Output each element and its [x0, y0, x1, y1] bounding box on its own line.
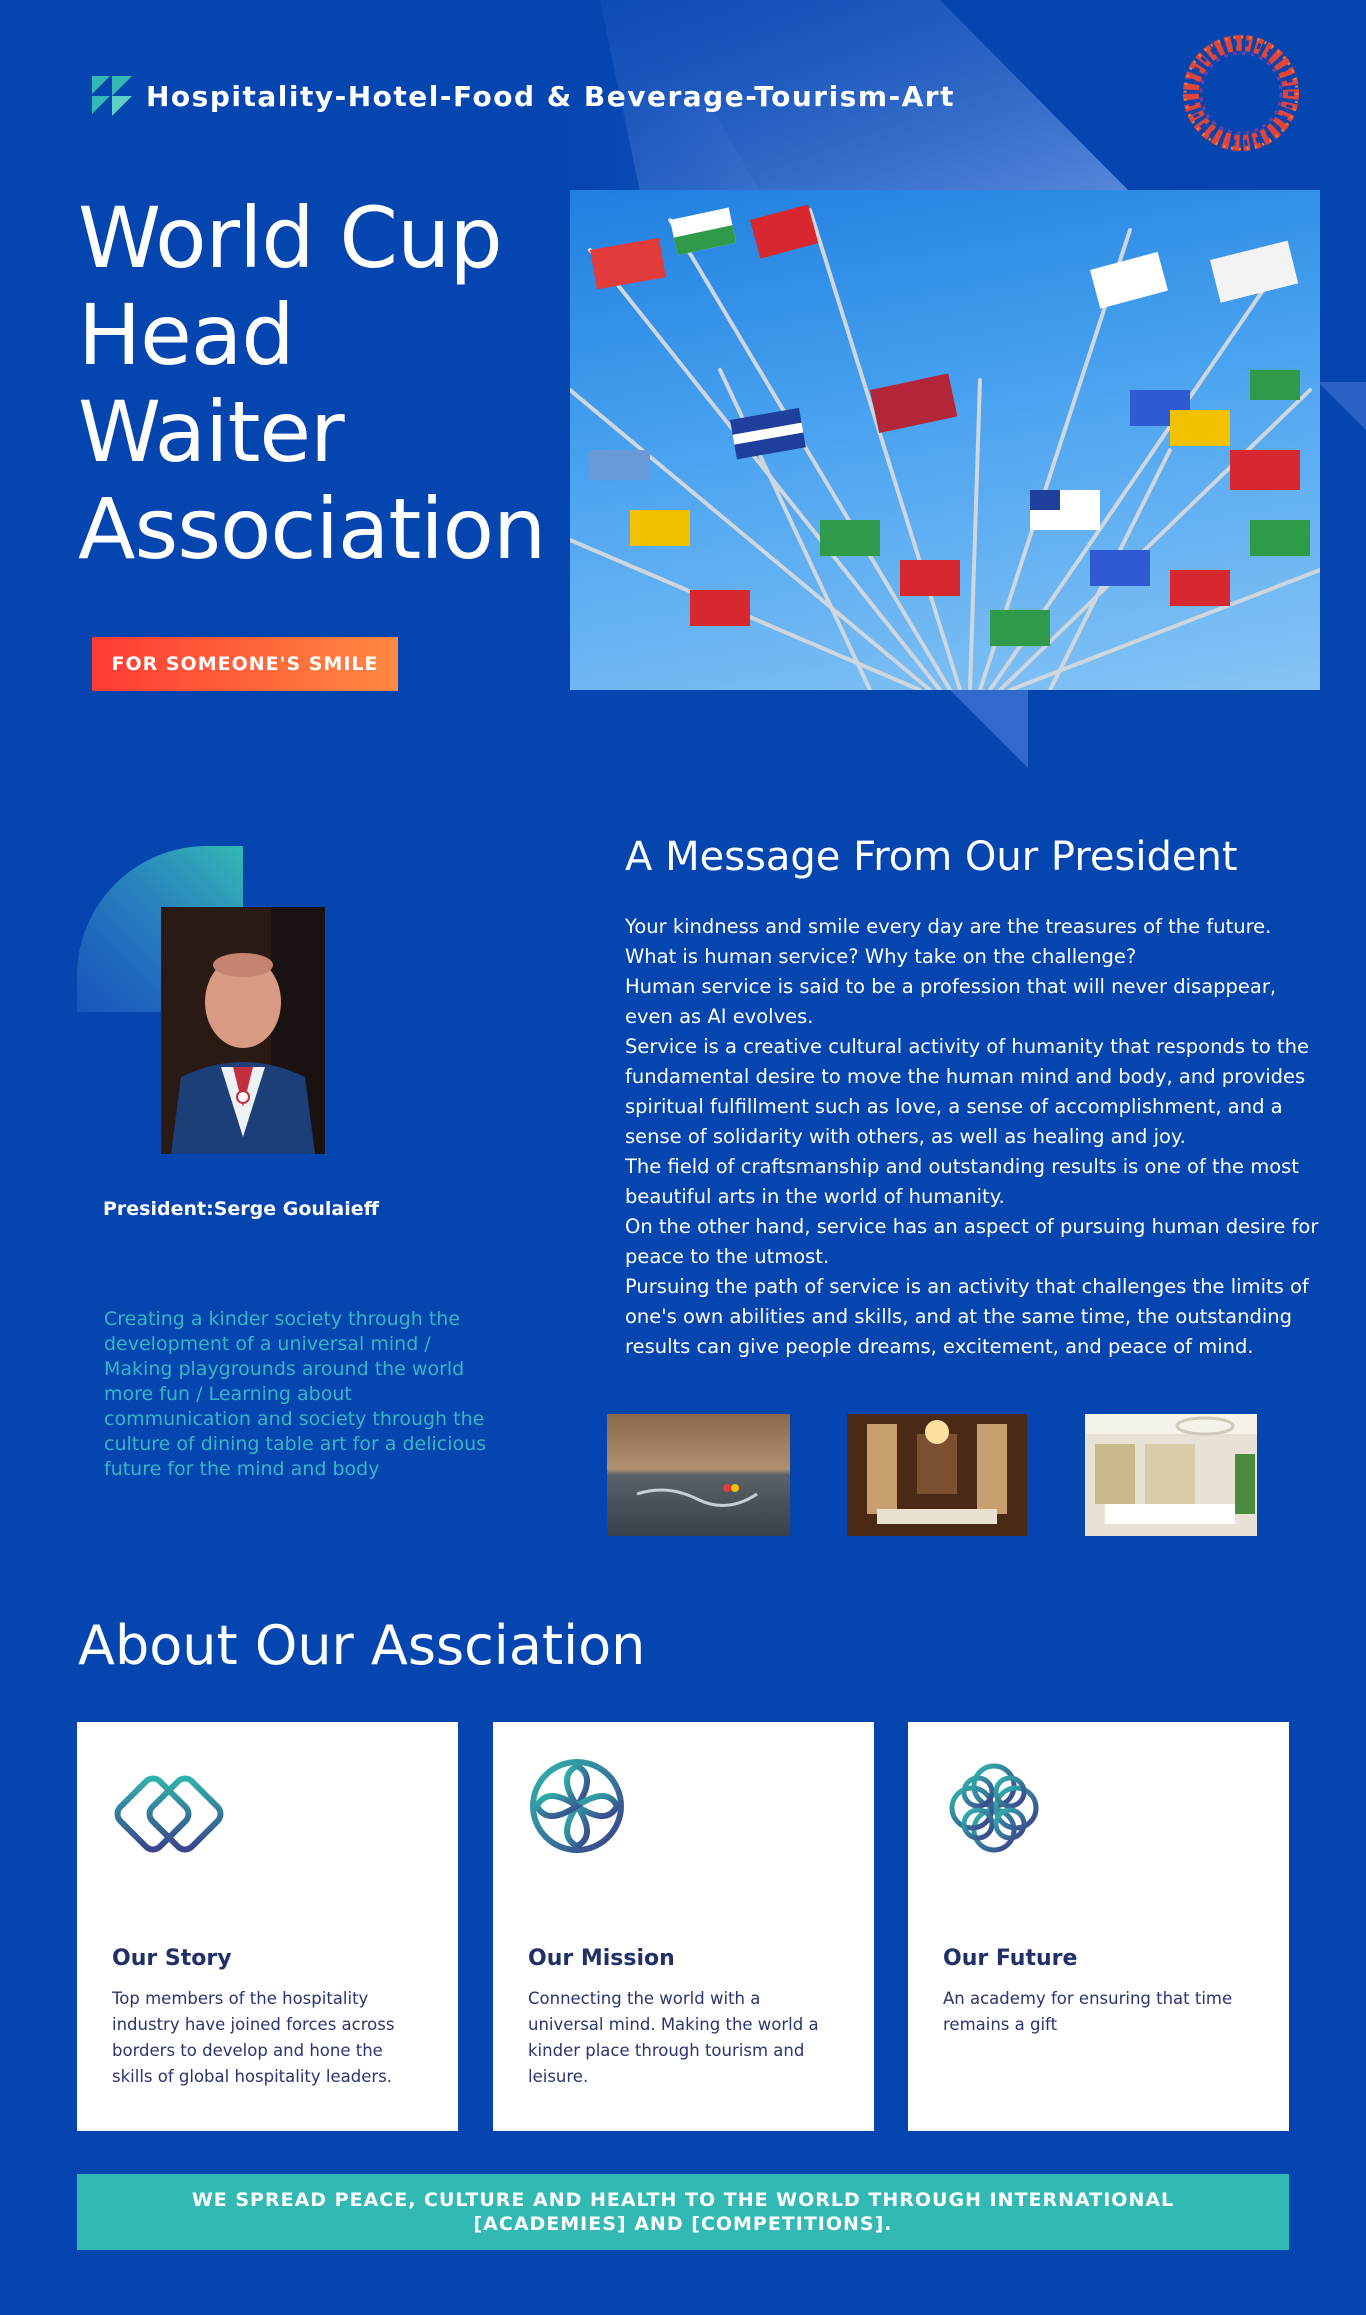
message-line: Pursuing the path of service is an activity that challenges the limits of one's own abilities and skills, and at the same time, the outstanding results can give people dreams, excitement, and peace of mind.	[625, 1275, 1309, 1358]
card-our-future[interactable]	[908, 1722, 1289, 2131]
message-title: A Message From Our President	[625, 834, 1238, 880]
hero-flags-photo	[570, 190, 1320, 690]
flower-circle-icon	[527, 1756, 643, 1872]
brand[interactable]	[90, 74, 955, 118]
message-line: What is human service? Why take on the challenge?	[625, 945, 1137, 968]
knot-flower-icon	[942, 1756, 1058, 1872]
page-title	[78, 190, 578, 578]
thumbnail-lobby-photo	[1085, 1414, 1257, 1536]
president-portrait	[161, 907, 325, 1154]
mission-banner	[77, 2174, 1289, 2250]
banner-line: WE SPREAD PEACE, CULTURE AND HEALTH TO THE WORLD THROUGH INTERNATIONAL	[191, 2189, 1175, 2211]
card-title: Our Mission	[528, 1946, 675, 1971]
president-tagline: Creating a kinder society through the development of a universal mind / Making playgrounds around the world more fun / Learning about communication and society through the culture of dining table art for a delicious future for the mind and body	[104, 1308, 487, 1480]
interlocked-diamond-icon	[111, 1756, 227, 1872]
card-title: Our Story	[112, 1946, 232, 1971]
title-line: Association	[78, 480, 546, 578]
card-text: An academy for ensuring that time remains a gift	[943, 1989, 1233, 2034]
card-text: Connecting the world with a universal mind. Making the world a kinder place through tourism and leisure.	[528, 1989, 819, 2086]
card-our-story[interactable]	[77, 1722, 458, 2131]
brand-text: Hospitality-Hotel-Food & Beverage-Tourism-Art	[146, 79, 955, 113]
title-line: Waiter	[78, 383, 344, 481]
message-body	[625, 912, 1325, 1362]
brand-logo-icon	[90, 74, 134, 118]
title-line: World Cup	[78, 189, 502, 287]
about-title: About Our Assciation	[78, 1614, 646, 1677]
message-line: Human service is said to be a profession that will never disappear, even as AI evolves.	[625, 975, 1277, 1028]
cta-button[interactable]: FOR SOMEONE'S SMILE	[92, 637, 398, 691]
banner-line: [ACADEMIES] AND [COMPETITIONS].	[473, 2213, 893, 2235]
president-name: President:Serge Goulaieff	[103, 1198, 380, 1220]
message-line: Your kindness and smile every day are the treasures of the future.	[625, 915, 1272, 938]
message-line: Service is a creative cultural activity of humanity that responds to the fundamental desire to move the human mind and body, and provides spiritual fulfillment such as love, a sense of accomplishment, and a sense of solidarity with others, as well as healing and joy.	[625, 1035, 1309, 1148]
thumbnail-banquet-hall-photo	[847, 1414, 1027, 1536]
card-our-mission[interactable]	[493, 1722, 874, 2131]
message-line: The field of craftsmanship and outstanding results is one of the most beautiful arts in the world of humanity.	[625, 1155, 1299, 1208]
card-title: Our Future	[943, 1946, 1078, 1971]
world-emblem-icon	[1178, 30, 1304, 156]
title-line: Head	[78, 286, 294, 384]
thumbnail-map-photo	[607, 1414, 790, 1536]
message-line: On the other hand, service has an aspect of pursuing human desire for peace to the utmost.	[625, 1215, 1319, 1268]
card-text: Top members of the hospitality industry have joined forces across borders to develop and hone the skills of global hospitality leaders.	[112, 1989, 395, 2086]
